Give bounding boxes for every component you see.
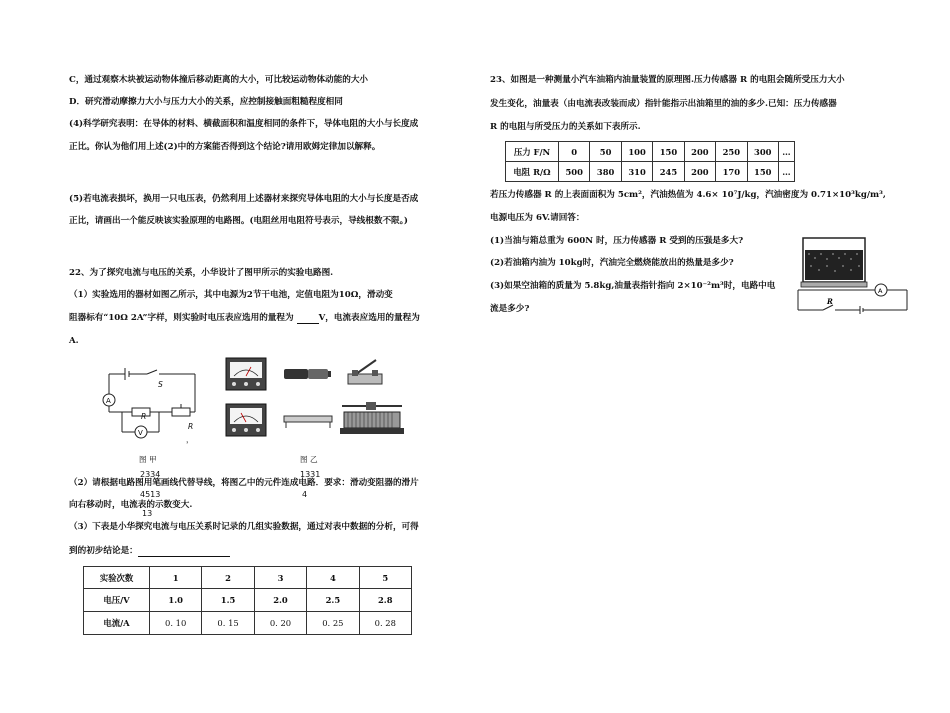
q22-part3-line2	[69, 546, 230, 557]
table-cell: 200	[684, 162, 715, 182]
table-cell: 300	[747, 142, 778, 162]
ammeter-symbol: A	[106, 397, 111, 405]
q4-line1: (4)科学研究表明：在导体的材料、横截面积和温度相同的条件下，导体电阻的大小与长度成	[69, 119, 419, 129]
ammeter-device-icon	[226, 404, 266, 436]
table-cell: 压力 F/N	[506, 142, 559, 162]
table-header-cell: 4	[307, 567, 359, 589]
switch-device-icon	[348, 360, 382, 384]
q23-line5: 电源电压为 6V.请回答：	[490, 213, 585, 223]
q23-sub1: (1)当油与箱总重为 600N 时，压力传感器 R 受到的压强是多大?	[490, 236, 744, 246]
table-cell: 2.0	[254, 589, 306, 612]
figure-yi-number2: 4	[302, 490, 308, 499]
q23-sub3-line2: 流是多少?	[490, 304, 530, 314]
table-cell: 0. 15	[202, 612, 254, 635]
q23-line4: 若压力传感器 R 的上表面面积为 5cm²，汽油热值为 4.6× 10⁷J/kg，汽油密度为 0.71×10³kg/m³,	[490, 190, 886, 200]
table-cell: 0. 25	[307, 612, 359, 635]
table-cell: 2.8	[359, 589, 411, 612]
pressure-sensor-plate	[801, 282, 867, 287]
table-cell: 0. 10	[150, 612, 202, 635]
fuel-tank-circuit-diagram	[795, 232, 913, 316]
table-cell: 1.5	[202, 589, 254, 612]
rheostat-label: R	[188, 422, 194, 431]
table-header-cell: 实验次数	[84, 567, 150, 589]
table-header-cell: 5	[359, 567, 411, 589]
table-cell: 电流/A	[84, 612, 150, 635]
table-cell: 380	[590, 162, 621, 182]
battery-icon	[284, 369, 331, 379]
option-d-text: D．研究滑动摩擦力大小与压力大小的关系，应控制接触面粗糙程度相同	[69, 97, 343, 107]
q5-line1: (5)若电流表损坏，换用一只电压表，仍然利用上述器材来探究导体电阻的大小与长度是否成	[69, 194, 419, 204]
table-cell: 50	[590, 142, 621, 162]
rheostat-device-icon	[340, 402, 404, 434]
table-cell: 250	[716, 142, 747, 162]
table-cell: 200	[684, 142, 715, 162]
conclusion-blank[interactable]	[138, 547, 230, 557]
table-row	[84, 589, 412, 612]
figure-jia-caption: 图 甲	[139, 455, 157, 464]
figure-jia-number3: 13	[142, 509, 153, 518]
q4-line2: 正比。你认为他们用上述(2)中的方案能否得到这个结论?请用欧姆定律加以解释。	[69, 142, 381, 152]
q22-title: 22、为了探究电流与电压的关系，小华设计了图甲所示的实验电路图.	[69, 268, 334, 278]
table-cell: 2.5	[307, 589, 359, 612]
figure-yi-caption: 图 乙	[300, 455, 318, 464]
q22-part2-line1: （2）请根据电路图用笔画线代替导线，将图乙中的元件连成电路．要求：滑动变阻器的滑片	[69, 478, 419, 488]
q22-part2-line2: 向右移动时，电流表的示数变大.	[69, 500, 193, 510]
q23-line3: R 的电阻与所受压力的关系如下表所示.	[490, 122, 641, 132]
comma-mark: ，	[186, 435, 194, 444]
table-cell: 电阻 R/Ω	[506, 162, 559, 182]
resistor-label: R	[141, 412, 147, 421]
fuel-liquid	[805, 250, 863, 280]
figure-jia-number2: 4513	[140, 490, 161, 499]
table-row	[506, 162, 795, 182]
q23-sub3-line1: (3)如果空油箱的质量为 5.8kg,油量表指针指向 2×10⁻²m³时，电路中电	[490, 281, 776, 291]
q22-part1-line1: （1）实验选用的器材如图乙所示，其中电源为2节干电池，定值电阻为10Ω，滑动变	[69, 290, 393, 300]
voltmeter-range-blank[interactable]	[297, 314, 319, 324]
resistor-device-icon	[284, 416, 332, 428]
table-cell: 150	[653, 142, 684, 162]
table-cell: 170	[716, 162, 747, 182]
q23-line1: 23、如图是一种测量小汽车油箱内油量装置的原理图.压力传感器 R 的电阻会随所受压力大小	[490, 75, 845, 85]
q23-line2: 发生变化，油量表（由电流表改装而成）指针能指示出油箱里的油的多少.已知：压力传感器	[490, 99, 837, 109]
table-cell: 245	[653, 162, 684, 182]
table-cell: 0. 20	[254, 612, 306, 635]
table-cell: 100	[621, 142, 652, 162]
q22-part1-line3: A.	[69, 336, 79, 346]
q22-part3-line1: （3）下表是小华探究电流与电压关系时记录的几组实验数据，通过对表中数据的分析，可得	[69, 522, 419, 532]
q23-sub2: (2)若油箱内油为 10kg时，汽油完全燃烧能放出的热量是多少?	[490, 258, 734, 268]
table-row	[506, 142, 795, 162]
q5-line2: 正比，请画出一个能反映该实验原理的电路图。(电阻丝用电阻符号表示，导线根数不限。)	[69, 216, 408, 226]
table-cell: …	[778, 162, 794, 182]
table-cell: 150	[747, 162, 778, 182]
table-cell: …	[778, 142, 794, 162]
voltmeter-symbol: V	[138, 429, 143, 437]
table-cell: 0. 28	[359, 612, 411, 635]
table-cell: 310	[621, 162, 652, 182]
table-header-cell: 3	[254, 567, 306, 589]
table-cell: 1.0	[150, 589, 202, 612]
table-row	[84, 612, 412, 635]
sensor-r-label: R	[827, 297, 833, 306]
equipment-figure-yi	[220, 352, 410, 442]
figure-yi-number1: 1331	[300, 470, 321, 479]
q22-part1-line2a: 阻器标有“10Ω 2A”字样，则实验时电压表应选用的量程为	[69, 313, 294, 323]
pressure-resistance-table	[505, 141, 795, 182]
table-cell: 500	[559, 162, 590, 182]
q22-part1-line2b: V，电流表应选用的量程为	[318, 313, 420, 323]
fuel-gauge-symbol: A	[878, 287, 883, 295]
table-cell: 0	[559, 142, 590, 162]
voltmeter-device-icon	[226, 358, 266, 390]
voltage-current-table	[83, 566, 412, 635]
table-header-row	[84, 567, 412, 589]
table-cell: 电压/V	[84, 589, 150, 612]
option-c-text: C，通过观察木块被运动物体撞后移动距离的大小，可比较运动物体动能的大小	[69, 75, 369, 85]
figure-jia-number1: 2334	[140, 470, 161, 479]
q22-part3-line2-text: 到的初步结论是：	[69, 546, 138, 556]
q22-part1-line2	[69, 313, 420, 324]
switch-label: S	[158, 380, 163, 389]
table-header-cell: 1	[150, 567, 202, 589]
table-header-cell: 2	[202, 567, 254, 589]
